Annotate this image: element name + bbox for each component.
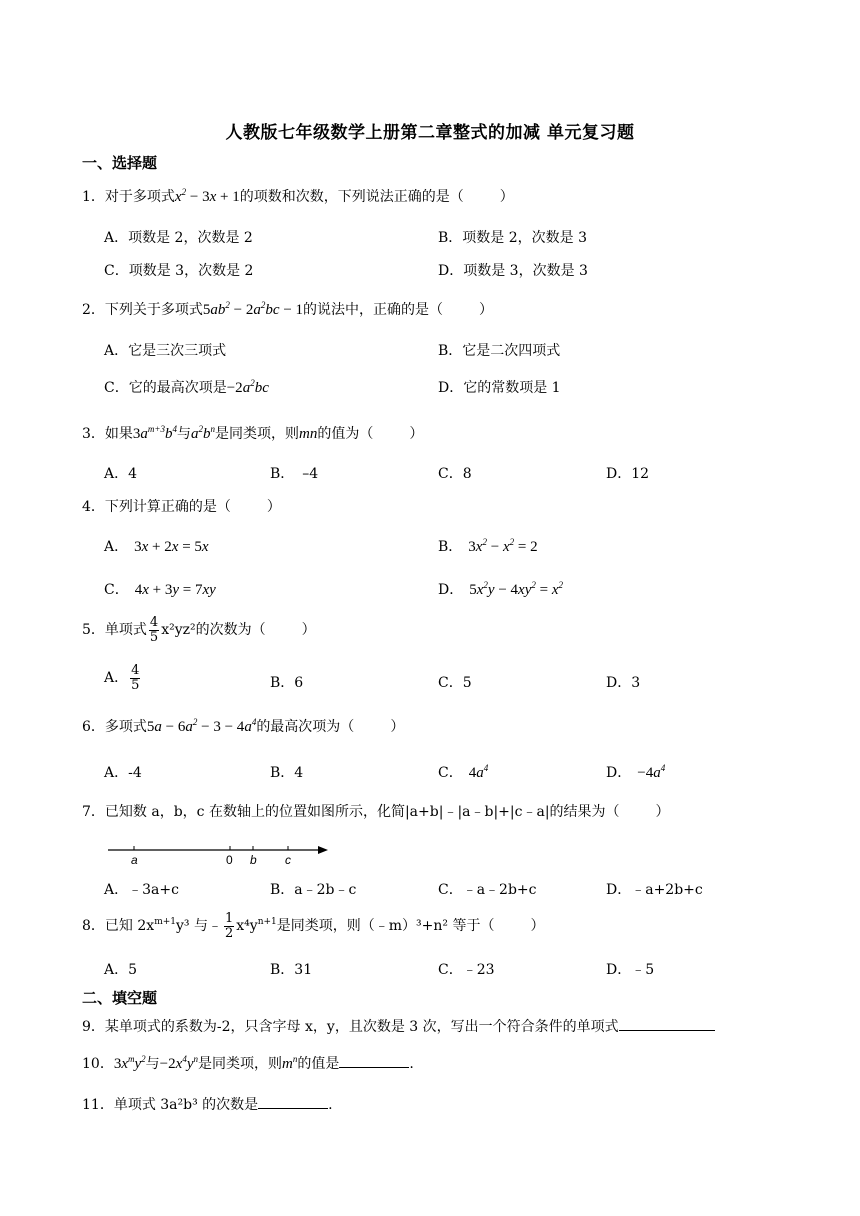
option-b: B．6 (270, 675, 304, 691)
question-number: 1． (82, 189, 105, 205)
option-c: C．﹣a﹣2b+c (438, 882, 537, 898)
option-d: D．﹣a+2b+c (606, 882, 703, 898)
option-b: B． $3x^2 - x^2 = 2$ (438, 537, 538, 555)
option-a: A．4 (104, 466, 138, 482)
option-a: A．它是三次三项式 (104, 343, 227, 359)
question-6: 6．多项式$5a - 6a^2 - 3 - 4a^4$的最高次项为（ ） (82, 717, 405, 735)
option-a: A．-4 (104, 765, 142, 781)
label-c: c (285, 853, 291, 867)
answer-blank[interactable] (258, 1096, 328, 1109)
question-4: 4．下列计算正确的是（ ） (82, 499, 281, 515)
fraction: $\frac{4}{5}$ (149, 615, 159, 645)
option-b: B．31 (270, 962, 313, 978)
option-c: C．8 (438, 466, 472, 482)
option-a: A．5 (104, 962, 138, 978)
fraction: $\frac{1}{2}$ (224, 911, 234, 941)
option-a: A． $\frac{4}{5}$ (104, 663, 140, 693)
option-d: D．项数是 3，次数是 3 (438, 263, 588, 279)
math-expression: $5ab^2 - 2a^2bc - 1$ (202, 300, 304, 318)
math-expression: $x^2 - 3x + 1$ (174, 187, 240, 205)
option-b: B． –4 (270, 466, 319, 482)
answer-blank[interactable] (339, 1055, 409, 1068)
option-b: B．项数是 2，次数是 3 (438, 230, 588, 246)
option-c: C． 4x + 3y = 7xy (104, 582, 216, 598)
option-b: B．它是二次四项式 (438, 343, 561, 359)
option-c: C．项数是 3，次数是 2 (104, 263, 254, 279)
answer-blank[interactable] (619, 1018, 715, 1031)
option-d: D．12 (606, 466, 650, 482)
question-11: 11．单项式 3a²b³ 的次数是 . (82, 1097, 333, 1113)
option-d: D． $5x^2y - 4xy^2 = x^2$ (438, 580, 564, 598)
option-c: C．﹣23 (438, 962, 495, 978)
option-b: B．a﹣2b﹣c (270, 882, 357, 898)
question-7: 7．已知数 a，b，c 在数轴上的位置如图所示，化简|a+b|﹣|a﹣b|+|c﹣a|的结果为（ ） (82, 804, 670, 820)
label-a: a (131, 853, 138, 867)
option-b: B．4 (270, 765, 304, 781)
number-line-arrow (318, 846, 328, 854)
question-1: 1．对于多项式$x^2 - 3x + 1$的项数和次数，下列说法正确的是（ ） (82, 187, 514, 205)
question-10: 10．$3x^my^2$与$-2x^4y^n$是同类项，则$m^n$的值是 . (82, 1054, 414, 1072)
option-d: D．3 (606, 675, 641, 691)
section-heading-fill: 二、填空题 (82, 989, 158, 1007)
number-line-figure (104, 838, 334, 868)
option-a: A．项数是 2，次数是 2 (104, 230, 253, 246)
option-d: D．﹣5 (606, 962, 655, 978)
question-3: 3．如果$3a^{m+3}b^4$与$a^2b^n$是同类项，则mn的值为（ ） (82, 424, 424, 442)
page-title: 人教版七年级数学上册第二章整式的加减 单元复习题 (225, 123, 635, 143)
option-d: D． $-4a^4$ (606, 763, 666, 781)
option-c: C．它的最高次项是$-2a^2bc$ (104, 378, 269, 396)
option-c: C． $4a^4$ (438, 763, 489, 781)
option-c: C．5 (438, 675, 472, 691)
question-5: 5．单项式 $\frac{4}{5}$ x²yz²的次数为（ ） (82, 615, 316, 645)
option-a: A．﹣3a+c (104, 882, 179, 898)
question-2: 2．下列关于多项式$5ab^2 - 2a^2bc - 1$的说法中，正确的是（ ） (82, 300, 494, 318)
question-8: 8．已知 $2x^{m+1}y^3$ 与﹣ $\frac{1}{2}$ $x^4y^{n+1}$是同类项，则（﹣m）³+n² 等于（ ） (82, 911, 545, 941)
label-zero: 0 (226, 853, 233, 867)
section-heading-choice: 一、选择题 (82, 154, 158, 172)
option-d: D．它的常数项是 1 (438, 380, 561, 396)
option-a: A． 3x + 2x = 5x (104, 539, 209, 555)
question-9: 9．某单项式的系数为-2，只含字母 x，y，且次数是 3 次，写出一个符合条件的单项式 (82, 1016, 715, 1036)
label-b: b (250, 853, 257, 867)
